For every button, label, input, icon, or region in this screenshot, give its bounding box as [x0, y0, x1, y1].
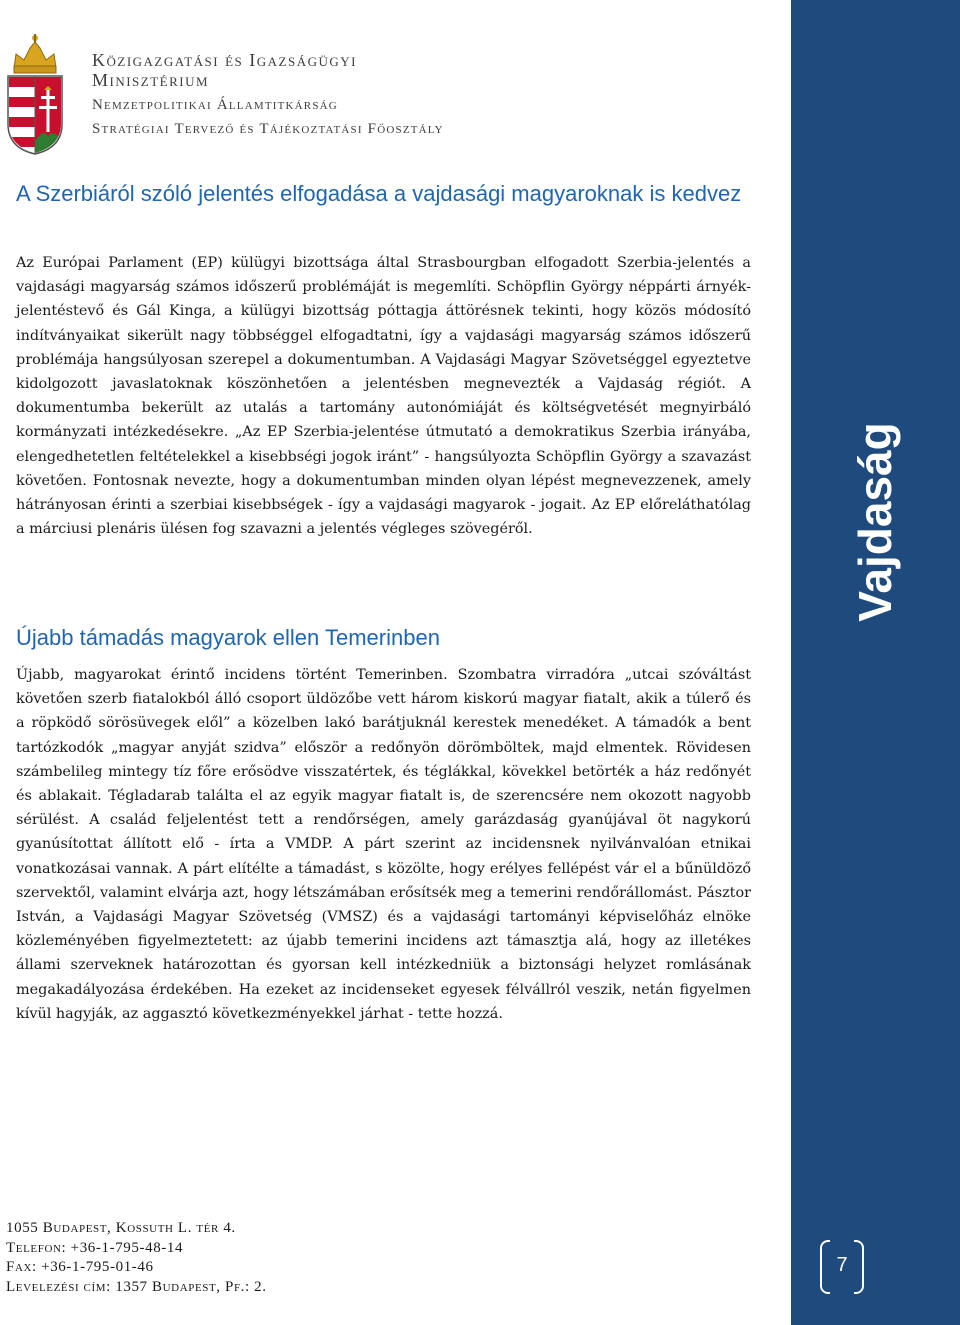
footer-address: 1055 Budapest, Kossuth L. tér 4.: [6, 1220, 236, 1236]
ministry-name-line2: Minisztérium: [92, 70, 210, 90]
footer-phone: Telefon: +36-1-795-48-14: [6, 1239, 184, 1256]
page-number: [820, 1240, 864, 1292]
ministry-name-line1: Közigazgatási és Igazságügyi: [92, 50, 357, 70]
coat-of-arms-icon: [4, 32, 66, 156]
article-body: Újabb, magyarokat érintő incidens történt Temerinben. Szombatra virradóra „utcai szóváltást követően szerb fiatalokból álló csoport üldözőbe vett három kiskorú magyar fiatalt, akik a túlerő és a röpködő sörösüvegek elől” a közelben lakó barátjuknál kerestek menedéket. A támadók a bent tartózkodók „magyar anyját szidva” először a redőnyön dörömböltek, majd elmentek. Rövidesen számbelileg mintegy tíz főre erősödve visszatértek, és téglákkal, kövekkel betörték a ház redőnyét és ablakait. Tégladarab találta el az egyik magyar fiatalt is, de szerencsére nem okozott nagyobb sérülést. A család feljelentést tett a rendőrségen, amely garázdaság gyanújával öt nagykorú gyanúsítottat állított elő - írta a VMDP. A párt szerint az incidensnek nyilvánvalóan etnikai vonatkozásai vannak. A párt elítélte a támadást, s közölte, hogy erélyes fellépést vár el a bűnüldöző szervektől, valamint elvárja azt, hogy létszámában erősítsék meg a temerini rendőrállomást. Pásztor István, a Vajdasági Magyar Szövetség (VMSZ) és a vajdasági tartományi képviselőház elnöke közleményében figyelmeztetett: az újabb temerini incidens azt támasztja alá, hogy az illetékes állami szerveknek határozottan és gyorsan kell intézkedniük a biztonsági helyzet romlásának megakadályozása érdekében. Ha ezeket az incidenseket egyesek félvállról veszik, netán figyelmen kívül hagyják, az aggasztó következményekkel járhat - tette hozzá.: [16, 667, 751, 1022]
article-body: Az Európai Parlament (EP) külügyi bizottsága által Strasbourgban elfogadott Szerbia-jelentés a vajdasági magyarság számos időszerű problémáját is megemlíti. Schöpflin György néppárti árnyék-jelentéstevő és Gál Kinga, a külügyi bizottság póttagja áttörésnek tekinti, hogy közös módosító indítványaikat sikerült nagy többséggel elfogadtatni, így a vajdasági magyarság számos időszerű problémája hangsúlyosan szerepel a dokumentumban. A Vajdasági Magyar Szövetséggel egyeztetve kidolgozott javaslatoknak köszönhetően a jelentésben megnevezték a Vajdaság régiót. A dokumentumba bekerült az utalás a tartomány autonómiáját és költségvetését megnyirbáló kormányzati intézkedésekre. „Az EP Szerbia-jelentése útmutató a demokratikus Szerbia irányába, elengedhetetlen feltételekkel a kisebbségi jogok iránt” - hangsúlyozta Schöpflin György a szavazást követően. Fontosnak nevezte, hogy a dokumentumban minden olyan lépést megnevezzenek, amely hátrányosan érinti a szerbiai kisebbségek - így a vajdasági magyarok - jogait. Az EP előreláthatólag a márciusi plenáris ülésen fog szavazni a jelentés végleges szövegéről.: [16, 255, 751, 538]
sidebar-label: Vajdaság: [849, 422, 901, 622]
footer-fax: Fax: +36-1-795-01-46: [6, 1259, 154, 1275]
contact-footer: [6, 1219, 267, 1297]
department-line2: Stratégiai Tervező és Tájékoztatási Főosztály: [92, 121, 444, 137]
sidebar-band: [791, 0, 960, 1325]
article-title: A Szerbiáról szóló jelentés elfogadása a vajdasági magyaroknak is kedvez: [16, 181, 742, 206]
footer-postal: Levelezési cím: 1357 Budapest, Pf.: 2.: [6, 1278, 267, 1295]
page-number-value: 7: [836, 1254, 848, 1276]
department-line1: Nemzetpolitikai Államtitkárság: [92, 97, 338, 113]
article-title: Újabb támadás magyarok ellen Temerinben: [16, 625, 440, 650]
ministry-header: [92, 50, 444, 139]
